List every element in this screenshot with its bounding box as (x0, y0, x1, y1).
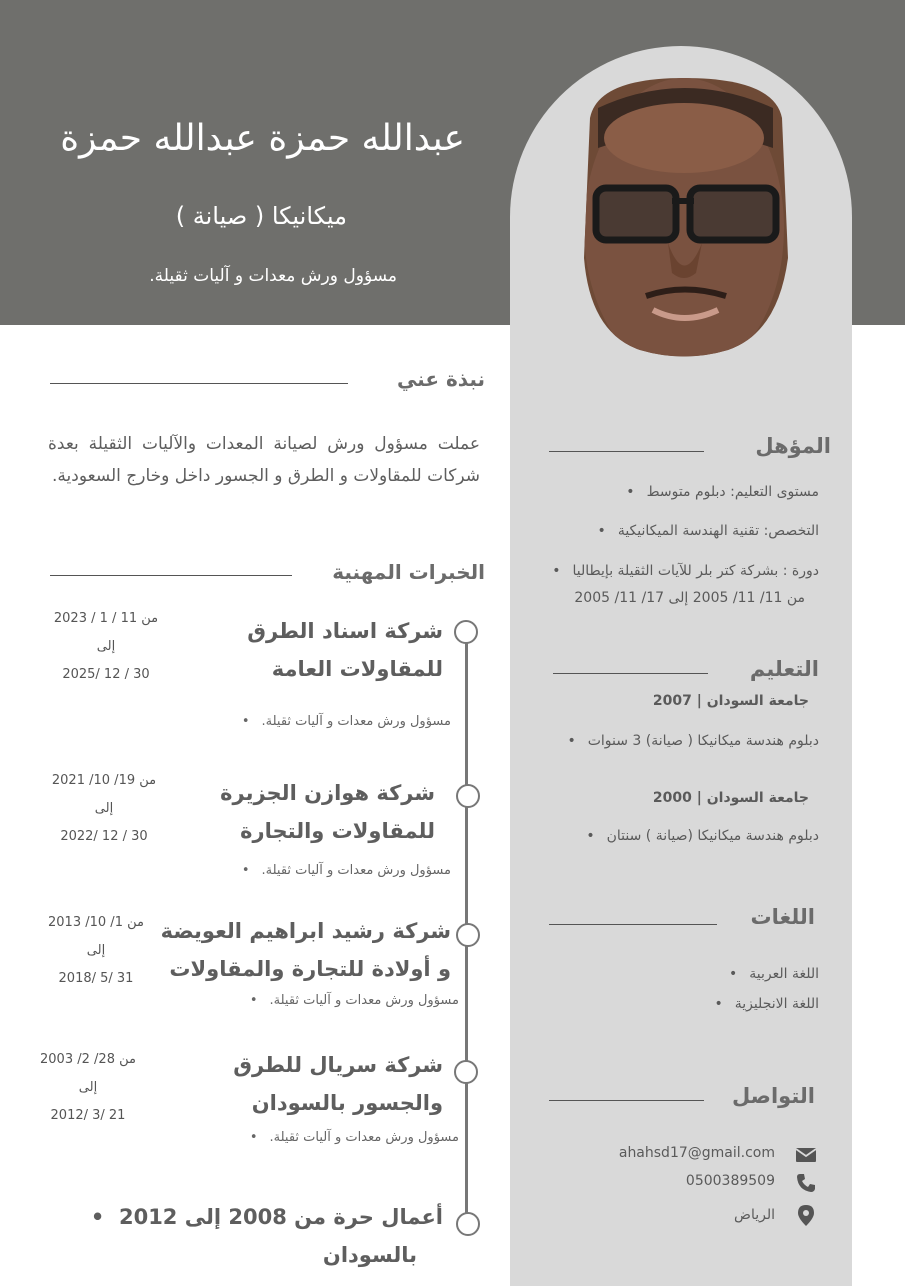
company-name: شركة رشيد ابراهيم العويضة و أولادة للتجارة والمقاولات (160, 919, 451, 981)
contact-city: الرياض (734, 1207, 775, 1223)
experience-rule (50, 575, 292, 576)
company-name: شركة سريال للطرق والجسور بالسودان (233, 1053, 443, 1115)
about-text: عملت مسؤول ورش لصيانة المعدات والآليات الثقيلة بعدة شركات للمقاولات و الطرق و الجسور داخل وخارج السعودية. (48, 434, 480, 486)
role-text: مسؤول ورش معدات و آليات ثقيلة. • (242, 714, 451, 729)
date-range: من 19/ 10/ 2021 إلى 2022/ 12 / 30 (51, 773, 157, 844)
qualification-heading: المؤهل (755, 434, 831, 458)
person-name: عبدالله حمزة عبدالله حمزة (60, 118, 465, 159)
languages-heading: اللغات (750, 905, 815, 929)
education-degree: دبلوم هندسة ميكانيكا (صيانة ) سنتان • (586, 828, 819, 844)
role-text: مسؤول ورش معدات و آليات ثقيلة. • (250, 993, 459, 1008)
date-range: من 11 / 1 / 2023 إلى 2025/ 12 / 30 (53, 611, 159, 682)
timeline-dot (456, 923, 480, 947)
job-title: ميكانيكا ( صيانة ) (175, 202, 347, 230)
envelope-icon (795, 1144, 817, 1166)
company-name: شركة هوازن الجزيرة للمقاولات والتجارة (220, 781, 435, 843)
timeline-dot (456, 1212, 480, 1236)
education-heading: التعليم (749, 657, 819, 681)
profile-photo (578, 78, 790, 360)
timeline-dot (454, 620, 478, 644)
contact-rule (549, 1100, 704, 1101)
freelance-entry: أعمال حرة من 2008 إلى 2012 • بالسودان (90, 1205, 443, 1267)
job-subtitle: مسؤول ورش معدات و آليات ثقيلة. (149, 266, 397, 286)
contact-phone[interactable]: 0500389509 (685, 1173, 775, 1189)
languages-rule (549, 924, 717, 925)
experience-heading: الخبرات المهنية (332, 560, 485, 584)
education-school: جامعة السودان | 2007 (652, 693, 809, 709)
qualification-item: دورة : بشركة كتر بلر للآيات الثقيلة بإيطاليا • (552, 563, 819, 579)
education-school: جامعة السودان | 2000 (652, 790, 809, 806)
qualification-item: التخصص: تقنية الهندسة الميكانيكية • (598, 523, 819, 539)
about-heading: نبذة عني (396, 367, 485, 391)
timeline-dot (454, 1060, 478, 1084)
date-range: من 1/ 10/ 2013 إلى 2018/ 5/ 31 (48, 915, 144, 986)
location-pin-icon (795, 1204, 817, 1226)
qualification-item: مستوى التعليم: دبلوم متوسط • (626, 484, 819, 500)
company-name: شركة اسناد الطرق للمقاولات العامة (247, 619, 443, 681)
education-rule (553, 673, 708, 674)
language-item: اللغة الانجليزية • (714, 996, 819, 1012)
education-degree: دبلوم هندسة ميكانيكا ( صيانة) 3 سنوات • (567, 733, 819, 749)
contact-heading: التواصل (731, 1084, 815, 1108)
phone-icon (795, 1172, 817, 1194)
course-dates: من 11/ 11/ 2005 إلى 17/ 11/ 2005 (574, 590, 805, 606)
role-text: مسؤول ورش معدات و آليات ثقيلة. • (242, 863, 451, 878)
language-item: اللغة العربية • (729, 966, 819, 982)
contact-email[interactable]: ahahsd17@gmail.com (618, 1145, 775, 1161)
date-range: من 28/ 2/ 2003 إلى 2012/ 3/ 21 (40, 1052, 136, 1123)
timeline-dot (456, 784, 480, 808)
role-text: مسؤول ورش معدات و آليات ثقيلة. • (250, 1130, 459, 1145)
qualification-rule (549, 451, 704, 452)
about-rule (50, 383, 348, 384)
